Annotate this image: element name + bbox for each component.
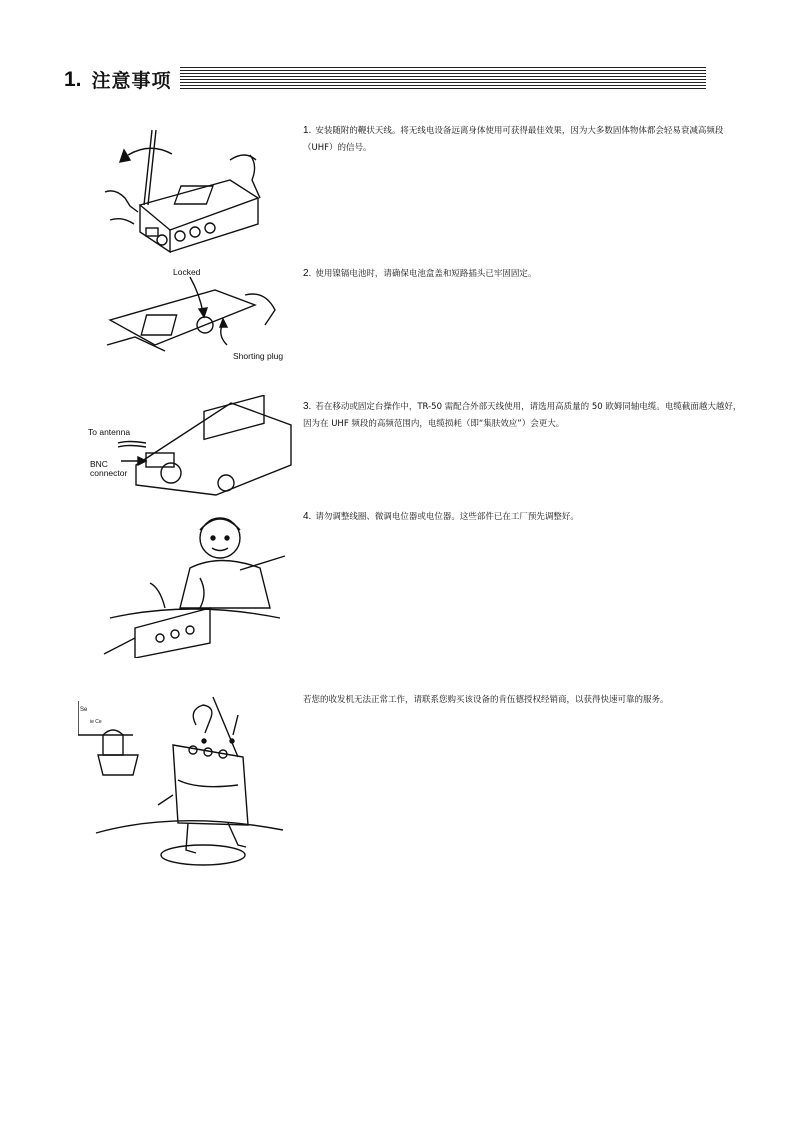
note-text: 若在移动或固定台操作中，TR-50 需配合外部天线使用，请选用高质量的 50 欧姆同轴电缆。电缆截面越大越好，因为在 UHF 频段的高频范围内，电缆损耗（即“集肤效应”）会更大。: [303, 402, 742, 429]
figure-battery-lock: [105, 265, 300, 365]
figure-bnc-connector: [86, 395, 296, 500]
note-item-2: [303, 265, 748, 283]
note-number: 1.: [303, 125, 312, 136]
service-note: [303, 692, 748, 709]
note-number: 3.: [303, 401, 312, 412]
note-text: 请勿调整线圈、微调电位器或电位器。这些部件已在工厂预先调整好。: [315, 512, 579, 522]
note-item-4: [303, 508, 748, 526]
heading-rule: [180, 67, 706, 89]
label-bnc: BNC: [90, 459, 108, 469]
figure-do-not-adjust: [100, 508, 290, 658]
note-number: 4.: [303, 511, 312, 522]
label-to-antenna: To antenna: [88, 427, 131, 437]
label-shorting-plug: Shorting plug: [233, 351, 284, 361]
sign-text-2: ie Ce: [90, 719, 102, 725]
figure-confused-radio: [78, 695, 288, 870]
section-number: 1.: [64, 67, 82, 91]
sign-text-1: Se: [80, 707, 88, 713]
note-number: 2.: [303, 268, 312, 279]
section-title: 注意事项: [91, 70, 172, 92]
service-note-text: 若您的收发机无法正常工作，请联系您购买该设备的肯伍德授权经销商，以获得快速可靠的服务。: [303, 695, 669, 705]
note-text: 安装随附的鞭状天线。将无线电设备远离身体使用可获得最佳效果，因为大多数固体物体都会轻易衰减高频段（UHF）的信号。: [303, 126, 724, 153]
note-item-1: [303, 122, 748, 157]
label-locked: Locked: [173, 267, 201, 277]
figure-antenna-install: [100, 120, 270, 260]
label-connector: connector: [90, 468, 128, 478]
note-text: 使用镍镉电池时，请确保电池盒盖和短路插头已牢固固定。: [315, 269, 537, 279]
section-heading: [64, 66, 172, 93]
note-item-3: [303, 398, 748, 433]
